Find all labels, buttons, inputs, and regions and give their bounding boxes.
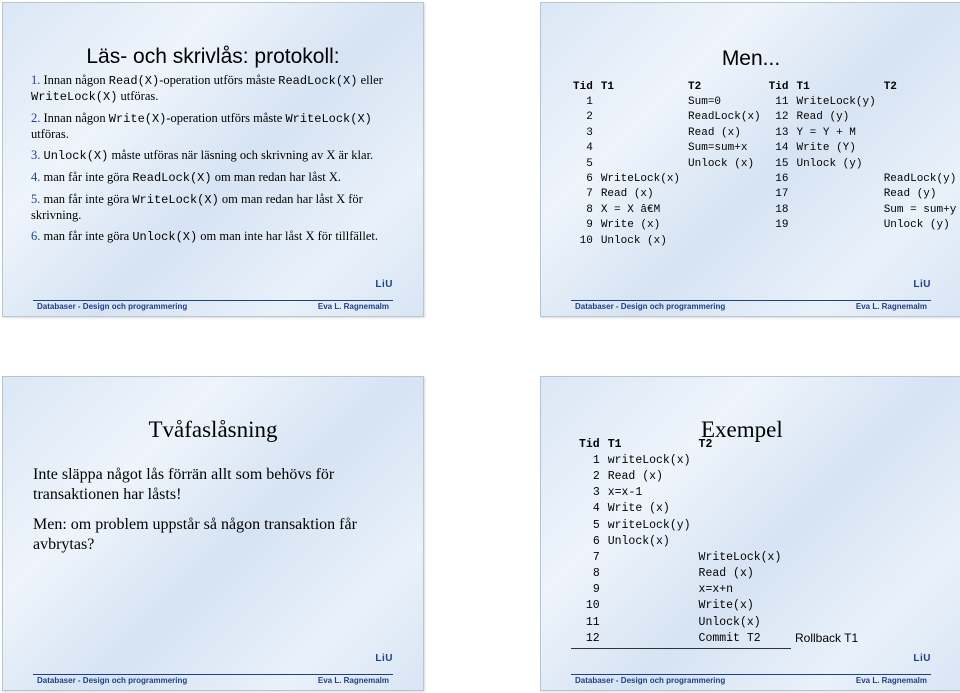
table-row xyxy=(575,501,785,517)
footer-course: Databaser - Design och programmering xyxy=(575,302,726,311)
footer-author: Eva L. Ragnemalm xyxy=(855,676,927,685)
table-cell: writeLock(y) xyxy=(607,518,691,532)
table-cell: Read (x) xyxy=(600,188,654,201)
list-item xyxy=(31,111,401,142)
table-row xyxy=(575,598,785,614)
table-row xyxy=(569,156,960,171)
table-cell: 3 xyxy=(592,486,600,500)
table-row xyxy=(569,218,960,233)
table-cell: Read (y) xyxy=(796,111,850,124)
table-cell xyxy=(880,94,960,109)
table-cell xyxy=(684,171,765,186)
table-cell: Read (x) xyxy=(698,567,754,581)
list-item xyxy=(31,170,401,186)
table-cell: ReadLock(y) xyxy=(883,173,957,186)
table-cell xyxy=(880,110,960,125)
slide-two-phase-locking xyxy=(2,376,424,691)
table-row xyxy=(575,582,785,598)
table-cell: X = X â€M xyxy=(600,203,661,216)
table-cell xyxy=(604,630,695,646)
table-cell xyxy=(604,614,695,630)
table-cell: 7 xyxy=(586,188,593,201)
table-row xyxy=(575,517,785,533)
item-text: utföras. xyxy=(117,89,159,103)
item-number: 6. xyxy=(31,229,41,243)
table-cell xyxy=(604,598,695,614)
slide-men xyxy=(540,2,960,317)
table-cell xyxy=(604,566,695,582)
slide-title: Men... xyxy=(721,47,781,70)
table-cell xyxy=(597,94,684,109)
table-row xyxy=(569,202,960,217)
table-cell: WriteLock(x) xyxy=(698,550,782,564)
item-text: eller xyxy=(357,73,383,87)
table-cell xyxy=(792,218,879,233)
table-row xyxy=(569,94,960,109)
list-item xyxy=(31,229,401,245)
code-text: WriteLock(X) xyxy=(285,112,372,126)
slide-footer xyxy=(3,294,423,316)
rollback-note: Rollback T1 xyxy=(795,631,859,645)
table-cell: 1 xyxy=(586,96,593,109)
item-text: utföras. xyxy=(31,127,69,141)
header-cell: T1 xyxy=(607,437,622,451)
slide-title: Tvåfaslåsning xyxy=(148,417,278,442)
table-cell: WriteLock(x) xyxy=(600,173,681,186)
header-cell: T1 xyxy=(796,80,810,93)
table-cell xyxy=(695,485,786,501)
protocol-list xyxy=(31,73,401,251)
table-cell: 10 xyxy=(579,234,593,247)
item-number: 1. xyxy=(31,73,41,87)
item-number: 5. xyxy=(31,192,41,206)
header-cell: Tid xyxy=(579,437,600,451)
rollback-line xyxy=(571,648,791,649)
table-row xyxy=(569,187,960,202)
table-row xyxy=(569,171,960,186)
table-row xyxy=(569,125,960,140)
slide-title: Exempel xyxy=(701,417,783,442)
table-row xyxy=(569,141,960,156)
table-cell: 9 xyxy=(586,219,593,232)
table-cell xyxy=(792,202,879,217)
footer-rule xyxy=(33,674,393,675)
table-cell: Commit T2 xyxy=(698,631,761,645)
header-cell: Tid xyxy=(573,80,593,93)
table-cell: Unlock (y) xyxy=(796,157,863,170)
table-cell xyxy=(695,468,786,484)
table-row xyxy=(575,549,785,565)
code-text: Write(X) xyxy=(108,112,167,126)
list-item xyxy=(31,148,401,164)
item-text: -operation utförs måste xyxy=(159,73,279,87)
example-table xyxy=(575,436,785,646)
liu-logo: LiU xyxy=(913,653,931,664)
slide-title: Läs- och skrivlås: protokoll: xyxy=(86,45,340,68)
table-cell: Unlock (x) xyxy=(688,157,755,170)
table-row xyxy=(575,533,785,549)
code-text: Unlock(X) xyxy=(43,149,109,163)
paragraph: Inte släppa något lås förrän allt som behövs för transaktionen har låsts! xyxy=(33,466,335,503)
table-cell: 11 xyxy=(775,96,789,109)
table-row xyxy=(575,566,785,582)
table-cell: 18 xyxy=(775,203,789,216)
slide-protocol xyxy=(2,2,424,317)
table-cell: 4 xyxy=(586,142,593,155)
table-cell xyxy=(695,452,786,468)
slide-footer xyxy=(3,668,423,690)
table-cell xyxy=(695,501,786,517)
table-row xyxy=(575,614,785,630)
table-cell xyxy=(880,233,960,248)
table-cell xyxy=(604,549,695,565)
list-item xyxy=(31,73,401,105)
slide-footer xyxy=(541,294,960,316)
table-cell: Write (x) xyxy=(607,502,670,516)
table-cell: Write (x) xyxy=(600,219,661,232)
table-cell: ReadLock(x) xyxy=(688,111,761,124)
table-cell: Write (Y) xyxy=(796,142,856,155)
footer-rule xyxy=(571,674,931,675)
table-cell: 16 xyxy=(775,173,789,186)
table-cell xyxy=(604,582,695,598)
header-cell: T2 xyxy=(698,437,713,451)
table-row xyxy=(575,468,785,484)
item-number: 4. xyxy=(31,170,41,184)
header-cell: T2 xyxy=(688,80,702,93)
table-cell: Read (y) xyxy=(883,188,937,201)
table-row xyxy=(575,485,785,501)
table-cell xyxy=(695,533,786,549)
footer-author: Eva L. Ragnemalm xyxy=(855,302,927,311)
table-cell: 12 xyxy=(775,111,789,124)
table-cell: 3 xyxy=(586,126,593,139)
table-cell xyxy=(597,125,684,140)
item-number: 2. xyxy=(31,111,41,125)
header-cell: T1 xyxy=(600,80,615,93)
liu-logo: LiU xyxy=(375,279,393,290)
table-cell: 8 xyxy=(586,203,593,216)
table-cell xyxy=(792,187,879,202)
liu-logo: LiU xyxy=(913,279,931,290)
item-text: Innan någon xyxy=(43,111,109,125)
item-text: man får inte göra xyxy=(43,170,133,184)
table-cell: Y = Y + M xyxy=(796,126,856,139)
footer-course: Databaser - Design och programmering xyxy=(575,676,726,685)
item-text: -operation utförs måste xyxy=(166,111,286,125)
table-cell xyxy=(684,233,765,248)
footer-course: Databaser - Design och programmering xyxy=(37,302,188,311)
table-cell: 15 xyxy=(775,157,789,170)
list-item xyxy=(31,192,401,223)
table-cell: Unlock (x) xyxy=(600,234,667,247)
slide-body xyxy=(33,465,403,565)
table-cell xyxy=(792,233,879,248)
code-text: Unlock(X) xyxy=(132,230,198,244)
table-cell: 4 xyxy=(592,502,600,516)
item-text: om man inte har låst X för tillfället. xyxy=(197,229,379,243)
item-text: Innan någon xyxy=(43,73,109,87)
code-text: WriteLock(X) xyxy=(31,90,118,104)
table-cell: 2 xyxy=(592,469,600,483)
table-cell: 11 xyxy=(585,615,600,629)
slide-footer xyxy=(541,668,960,690)
paragraph: Men: om problem uppstår så någon transaktion får avbrytas? xyxy=(33,516,357,553)
footer-author: Eva L. Ragnemalm xyxy=(317,302,389,311)
schedule-table xyxy=(569,79,960,248)
table-row xyxy=(575,452,785,468)
table-cell xyxy=(684,218,765,233)
header-cell: T2 xyxy=(883,80,897,93)
table-row xyxy=(569,233,960,248)
table-cell: Sum=0 xyxy=(688,96,722,109)
table-row xyxy=(575,630,785,646)
header-cell: Tid xyxy=(768,80,789,93)
table-cell: writeLock(x) xyxy=(607,453,691,467)
table-cell: Sum = sum+y xyxy=(883,203,957,216)
code-text: WriteLock(X) xyxy=(132,193,219,207)
code-text: Read(X) xyxy=(108,74,160,88)
table-cell xyxy=(597,156,684,171)
table-cell xyxy=(880,156,960,171)
table-cell: 2 xyxy=(586,111,593,124)
footer-rule xyxy=(571,300,931,301)
table-cell xyxy=(695,517,786,533)
table-cell: Read (x) xyxy=(607,469,663,483)
item-text: om man redan har låst X för skrivning. xyxy=(31,192,363,222)
table-cell: 6 xyxy=(586,173,593,186)
table-cell: Write(x) xyxy=(698,599,754,613)
table-cell: Unlock(x) xyxy=(698,615,761,629)
item-text: man får inte göra xyxy=(43,192,133,206)
table-header-row xyxy=(569,79,960,94)
item-text: man får inte göra xyxy=(43,229,133,243)
table-cell xyxy=(597,110,684,125)
table-cell: x=x+n xyxy=(698,583,734,597)
table-cell: 8 xyxy=(592,567,600,581)
code-text: ReadLock(X) xyxy=(278,74,358,88)
liu-logo: LiU xyxy=(375,653,393,664)
table-cell: 13 xyxy=(775,126,789,139)
table-cell: Read (x) xyxy=(688,126,741,139)
table-cell: x=x-1 xyxy=(607,486,643,500)
table-cell xyxy=(684,202,765,217)
table-cell: 5 xyxy=(586,157,593,170)
item-text: måste utföras när läsning och skrivning av X är klar. xyxy=(108,148,374,162)
table-cell: Unlock (y) xyxy=(883,219,950,232)
table-cell xyxy=(597,141,684,156)
table-cell: WriteLock(y) xyxy=(796,96,876,109)
table-cell: 9 xyxy=(592,583,600,597)
table-cell xyxy=(792,171,879,186)
table-header-row xyxy=(575,436,785,452)
footer-course: Databaser - Design och programmering xyxy=(37,676,188,685)
table-cell xyxy=(880,141,960,156)
table-cell: 1 xyxy=(592,453,600,467)
table-cell xyxy=(880,125,960,140)
table-row xyxy=(569,110,960,125)
slide-example xyxy=(540,376,960,691)
table-cell: 14 xyxy=(775,142,789,155)
table-cell: 7 xyxy=(592,550,600,564)
table-cell: 10 xyxy=(585,599,600,613)
code-text: ReadLock(X) xyxy=(132,171,212,185)
table-cell: 5 xyxy=(592,518,600,532)
table-cell: 19 xyxy=(775,219,789,232)
table-cell xyxy=(684,187,765,202)
item-text: om man redan har låst X. xyxy=(211,170,342,184)
table-cell xyxy=(765,233,793,248)
item-number: 3. xyxy=(31,148,41,162)
footer-author: Eva L. Ragnemalm xyxy=(317,676,389,685)
table-cell: Sum=sum+x xyxy=(688,142,748,155)
table-cell: Unlock(x) xyxy=(607,534,670,548)
footer-rule xyxy=(33,300,393,301)
table-cell: 17 xyxy=(775,188,789,201)
table-cell: 12 xyxy=(585,631,600,645)
table-cell: 6 xyxy=(592,534,600,548)
